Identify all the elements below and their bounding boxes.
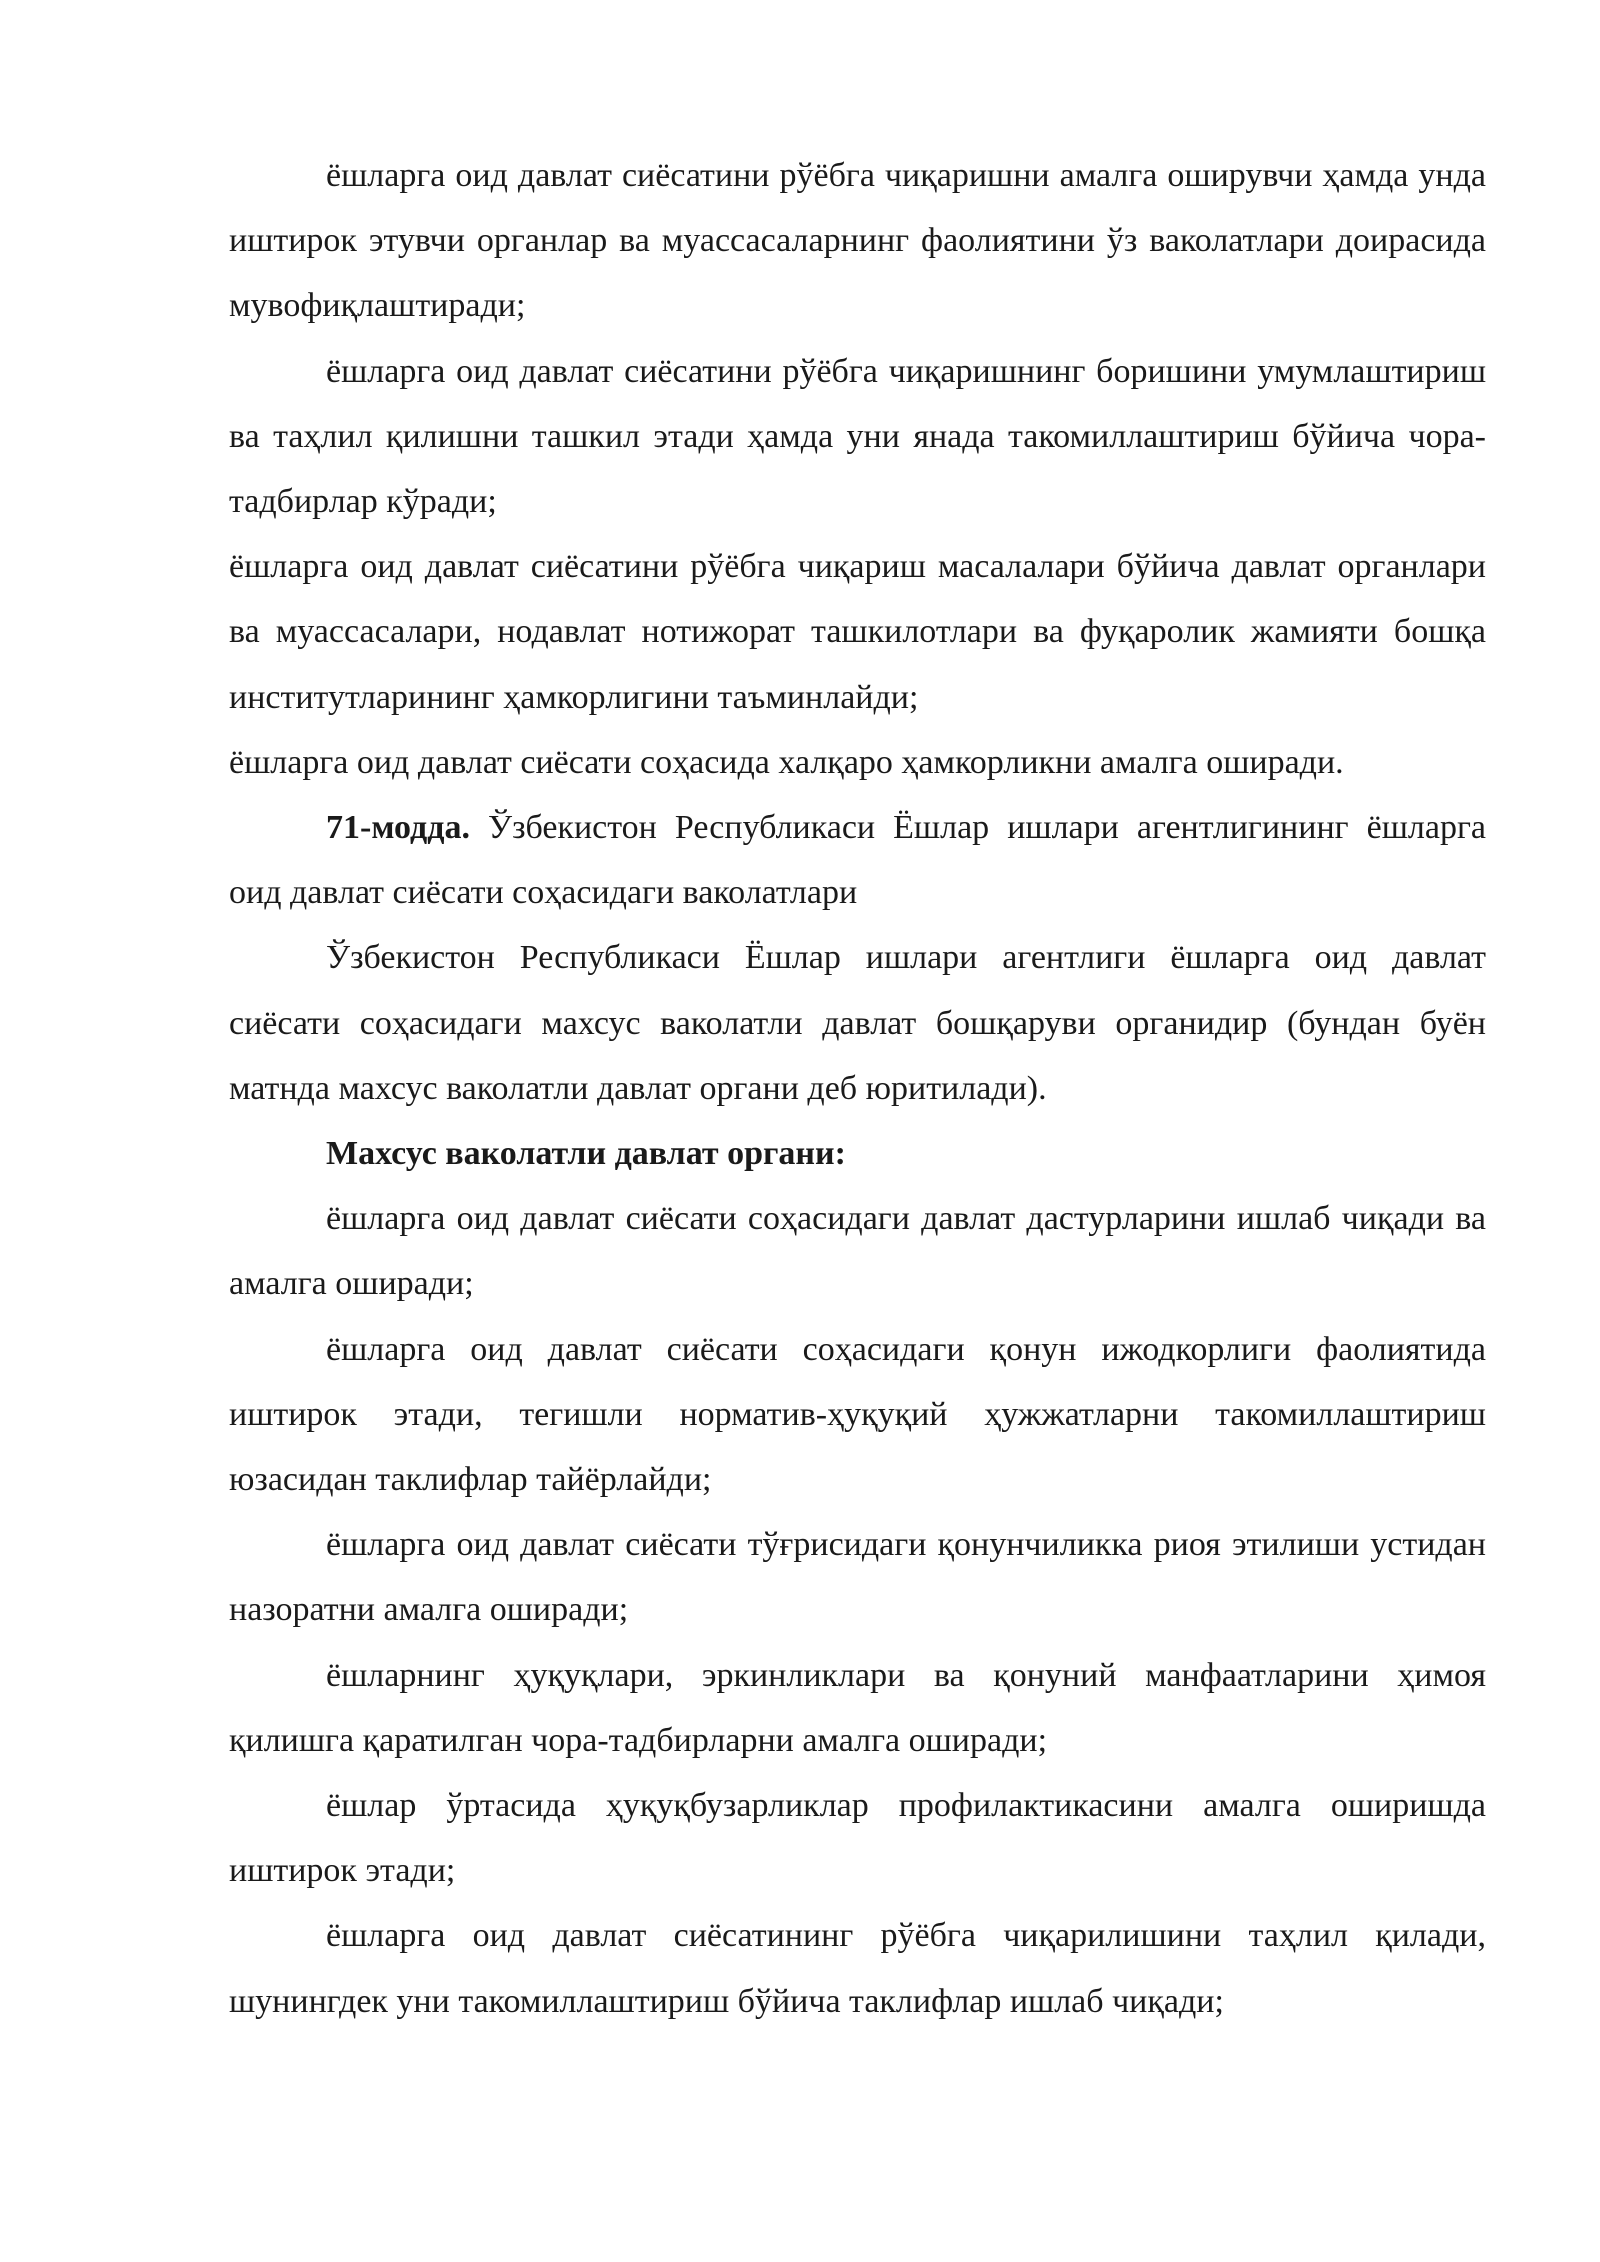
list-item: ёшларга оид давлат сиёсати соҳасидаги давлат дастурларини ишлаб чиқади ва амалга оширади;: [229, 1200, 1486, 1303]
list-item: ёшларга оид давлат сиёсати соҳасидаги қонун ижодкорлиги фаолиятида иштирок этади, тегишли норматив-ҳуқуқий ҳужжатларни такомиллаштириш юзасидан таклифлар тайёрлайди;: [229, 1330, 1486, 1499]
paragraph-analysis: ёшларга оид давлат сиёсатини рўёбга чиқаришнинг боришини умумлаштириш ва таҳлил қилишни ташкил этади ҳамда уни янада такомиллаштириш бўйича чора-тадбирлар кўради;: [229, 352, 1486, 521]
subheading: Махсус ваколатли давлат органи:: [326, 1135, 846, 1173]
article-number: 71-модда.: [326, 809, 470, 847]
paragraph-international: ёшларга оид давлат сиёсати соҳасида халқаро ҳамкорликни амалга оширади.: [229, 743, 1344, 781]
list-item: ёшларга оид давлат сиёсатининг рўёбга чиқарилишини таҳлил қилади, шунингдек уни такомиллаштириш бўйича таклифлар ишлаб чиқади;: [229, 1917, 1486, 2020]
list-item: ёшларнинг ҳуқуқлари, эркинликлари ва қонуний манфаатларини ҳимоя қилишга қаратилган чора-тадбирларни амалга оширади;: [229, 1656, 1486, 1759]
article-heading: [229, 795, 1486, 925]
article-intro: Ўзбекистон Республикаси Ёшлар ишлари агентлиги ёшларга оид давлат сиёсати соҳасидаги махсус ваколатли давлат бошқаруви органидир (бундан буён матнда махсус ваколатли давлат органи деб юритилади).: [229, 939, 1486, 1107]
paragraph-cooperation: ёшларга оид давлат сиёсатини рўёбга чиқариш масалалари бўйича давлат органлари ва муассасалари, нодавлат нотижорат ташкилотлари ва фуқаролик жамияти бошқа институтларининг ҳамкорлигини таъминлайди;: [229, 548, 1486, 716]
document-body: [229, 143, 1486, 2034]
article-title: Ўзбекистон Республикаси Ёшлар ишлари агентлигининг ёшларга оид давлат сиёсати соҳасидаги ваколатлари: [229, 809, 1486, 912]
list-item: ёшларга оид давлат сиёсати тўғрисидаги қонунчиликка риоя этилиши устидан назоратни амалга оширади;: [229, 1526, 1486, 1629]
paragraph-coordination: ёшларга оид давлат сиёсатини рўёбга чиқаришни амалга оширувчи ҳамда унда иштирок этувчи органлар ва муассасаларнинг фаолиятини ўз ваколатлари доирасида мувофиқлаштиради;: [229, 157, 1486, 325]
list-item: ёшлар ўртасида ҳуқуқбузарликлар профилактикасини амалга оширишда иштирок этади;: [229, 1787, 1486, 1890]
